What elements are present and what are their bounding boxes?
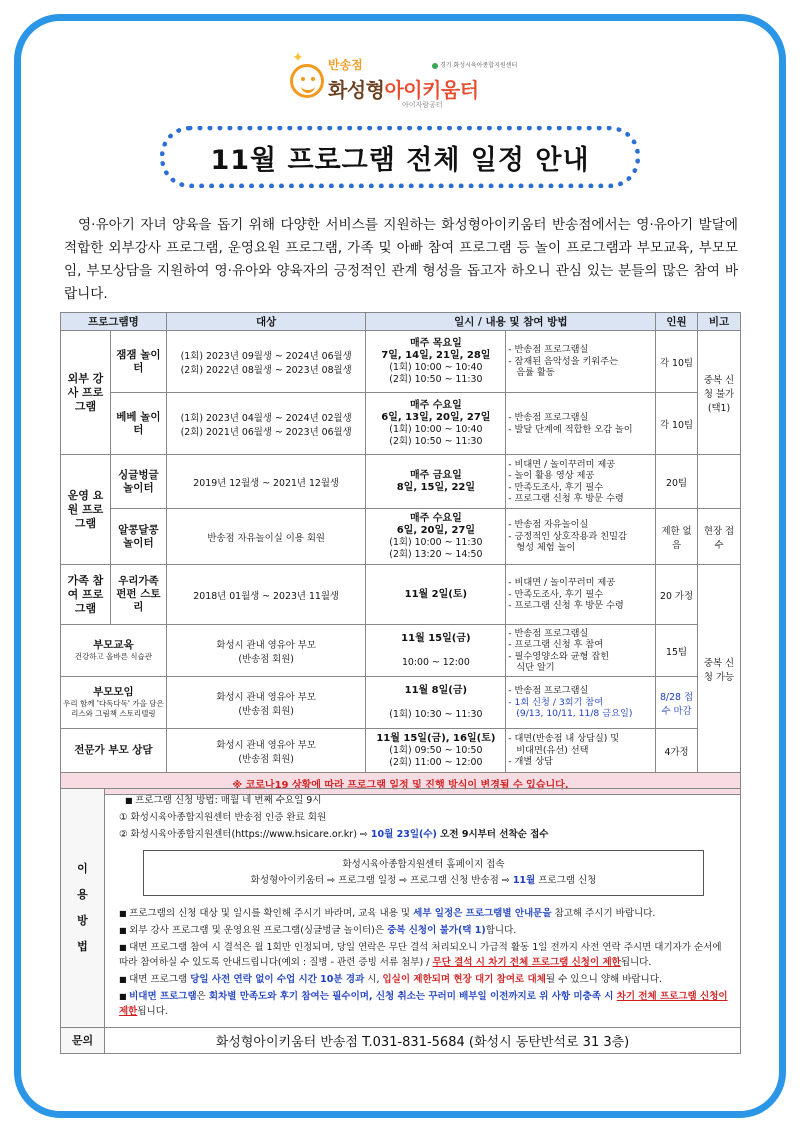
- note-parent: 중복 신청 가능: [698, 565, 741, 773]
- desc-cell: [506, 565, 656, 625]
- schedule-dates: 11월 15일(금), 16일(토): [376, 732, 496, 744]
- desc-line: 음률 활동: [516, 367, 555, 379]
- category-external: 외부 강사 프로 그램: [61, 331, 111, 455]
- desc-line: - 잠재된 음악성을 키워주는: [508, 355, 618, 367]
- table-row: [61, 565, 741, 625]
- schedule-cell: [366, 455, 506, 509]
- program-name: 베베 놀이터: [110, 393, 166, 455]
- path-text: 화성형아이키움터 ⇨ 프로그램 일정 ⇨ 프로그램 신청 반송점 ⇨: [250, 875, 513, 886]
- desc-line: - 반송점 자유놀이실: [508, 519, 589, 531]
- desc-cell: [506, 729, 656, 773]
- target-cell: [166, 331, 366, 393]
- table-row: [61, 729, 741, 773]
- count-cell: 각 10팀: [656, 331, 698, 393]
- usage-table: [60, 788, 741, 1054]
- program-subtitle: 우리 함께 '다독다독' 가을 담은 리스와 그림책 스토리텔링: [63, 699, 164, 718]
- usage-highlight: 세부 일정은 프로그램별 안내문을: [413, 908, 552, 919]
- usage-warning: 무단 결석 시 차기 전체 프로그램 신청이 제한: [432, 957, 621, 968]
- usage-bullet: [119, 972, 730, 987]
- desc-line: - 긍정적인 상호작용과 친밀감: [508, 530, 627, 542]
- program-name: 잼잼 놀이터: [110, 331, 166, 393]
- usage-text: 됩니다.: [620, 957, 652, 968]
- category-staff: 운영 요원 프로 그램: [61, 455, 111, 565]
- note-staff: [698, 455, 741, 509]
- program-name: 전문가 부모 상담: [61, 729, 167, 773]
- path-highlight: 11월: [512, 875, 536, 886]
- program-name: [61, 625, 167, 677]
- usage-line: ■ 프로그램 신청 방법: 매월 네 번째 수요일 9시: [119, 793, 730, 808]
- logo-name-1: 화성형: [328, 78, 385, 102]
- logo-branch: 반송점: [328, 58, 363, 72]
- usage-line: [119, 827, 730, 842]
- contact-row: [61, 1028, 741, 1054]
- usage-highlight: 회차별 만족도와 후기 참여는 필수이며, 신청 취소는 꾸러미 배부일 이전까지로 위 사항 미충족 시: [208, 991, 617, 1002]
- desc-line: 식단 알기: [516, 662, 555, 673]
- target-cell: [166, 677, 366, 729]
- desc-line: - 반송점 프로그램실: [508, 344, 589, 356]
- table-row: [61, 455, 741, 509]
- path-text: 프로그램 신청: [535, 875, 597, 886]
- schedule-dates: 7일, 14일, 21일, 28일: [381, 349, 491, 361]
- header-note: 비고: [698, 313, 741, 331]
- desc-line: 비대면(유선) 선택: [516, 744, 589, 756]
- usage-warning: 입실이 제한되며 현장 대기 참여로 대체: [382, 974, 546, 985]
- logo: [290, 50, 530, 116]
- desc-line: - 비대면 / 놀이꾸러미 제공: [508, 577, 616, 589]
- path-line: 화성시육아종합지원센터 홈페이지 접속: [342, 859, 505, 870]
- table-row: [61, 393, 741, 455]
- usage-bullet: [119, 923, 730, 938]
- schedule-time: (2회) 13:20 ~ 14:50: [389, 548, 483, 560]
- target-line: (1회) 2023년 09월생 ~ 2024년 06월생: [180, 350, 352, 362]
- desc-line: - 만족도조사, 후기 필수: [508, 588, 604, 600]
- desc-line: - 1회 신청 / 3회기 참여: [508, 696, 604, 708]
- program-subtitle: 건강하고 올바른 식습관: [74, 652, 153, 661]
- schedule-dates: 11월 2일(토): [404, 588, 468, 600]
- usage-text: 될 수 있으니 양해 바랍니다.: [545, 974, 662, 985]
- header-program: 프로그램명: [61, 313, 167, 331]
- page-title: 11월 프로그램 전체 일정 안내: [210, 144, 590, 176]
- intro-paragraph: 영·유아기 자녀 양육을 돕기 위해 다양한 서비스를 지원하는 화성형아이키움터 반송점에서는 영·유아기 발달에 적합한 외부강사 프로그램, 운영요원 프로그램, 가족 및 아빠 참여 프로그램 등 놀이 프로그램과 부모교육, 부모모임, 부모상담을 지원하여 영·유아와 양육자의 긍정적인 관계 형성을 돕고자 하오니 관심 있는 분들의 많은 참여 바랍니다.: [64, 217, 738, 302]
- header-target: 대상: [166, 313, 366, 331]
- target-cell: 반송점 자유놀이실 이용 회원: [166, 509, 366, 565]
- schedule-cell: [366, 565, 506, 625]
- usage-text: 합니다.: [485, 925, 517, 936]
- desc-line: 형성 체험 놀이: [516, 542, 576, 554]
- target-cell: [166, 729, 366, 773]
- desc-cell: [506, 509, 656, 565]
- desc-line: - 대면(반송점 내 상담실) 및: [508, 733, 620, 745]
- schedule-table: [60, 312, 741, 795]
- schedule-dates: 11월 15일(금): [401, 632, 471, 644]
- schedule-time: (1회) 10:00 ~ 10:40: [389, 423, 483, 435]
- usage-text: 은: [196, 991, 209, 1002]
- desc-cell: [506, 677, 656, 729]
- usage-text: 대면 프로그램 참여 시 결석은 월 1회만 인정되며, 당일 연락은 무단 결석 처리되오니 가급적 활동 1일 전까지 사전 연락 주시면 대기자가 순서에 따라 참여하실 수 있도록 안내드립니다(예외 : 질병 - 관련 증빙 서류 첨부) /: [119, 942, 722, 968]
- schedule-time: (2회) 10:50 ~ 11:30: [389, 373, 483, 385]
- target-line: 화성시 관내 영유아 부모: [216, 739, 316, 751]
- desc-line: (9/13, 10/11, 11/8 금요일): [516, 708, 633, 720]
- usage-text: 됩니다.: [137, 1006, 168, 1017]
- target-line: 화성시 관내 영유아 부모: [216, 639, 316, 651]
- usage-line: ① 화성시육아종합지원센터 반송점 인증 완료 회원: [119, 812, 327, 823]
- logo-name-2: 아이키움터: [384, 78, 479, 102]
- schedule-time: (1회) 09:50 ~ 10:50: [389, 744, 483, 756]
- count-cell: 20팀: [656, 455, 698, 509]
- center-logo-icon: [432, 63, 438, 69]
- usage-text: 프로그램의 신청 대상 및 일시를 확인해 주시기 바라며, 교육 내용 및: [129, 908, 414, 919]
- note-external: 중복 신청 불가 (택1): [698, 331, 741, 455]
- path-box: [143, 850, 704, 896]
- schedule-cell: [366, 625, 506, 677]
- desc-line: - 만족도조사, 후기 필수: [508, 481, 604, 493]
- target-cell: [166, 393, 366, 455]
- program-name: 싱글벙글 놀이터: [110, 455, 166, 509]
- desc-line: - 반송점 프로그램실: [508, 685, 589, 697]
- usage-text: 참고해 주시기 바랍니다.: [551, 908, 656, 919]
- desc-cell: [506, 393, 656, 455]
- desc-line: - 프로그램 신청 후 방문 수령: [508, 600, 624, 612]
- note-cell: 현장 접수: [698, 509, 741, 565]
- program-name: 알콩달콩 놀이터: [110, 509, 166, 565]
- schedule-dates: 11월 8일(금): [404, 684, 468, 696]
- program-name-main: 부모모임: [93, 686, 134, 698]
- program-name: [61, 677, 167, 729]
- desc-line: - 반송점 프로그램실: [508, 627, 589, 639]
- desc-line: - 발달 단계에 적합한 오감 놀이: [508, 423, 633, 435]
- target-line: (반송점 회원): [238, 753, 294, 765]
- schedule-dates: 6일, 13일, 20일, 27일: [381, 411, 491, 423]
- schedule-time: (1회) 10:00 ~ 10:40: [389, 361, 483, 373]
- table-header-row: [61, 313, 741, 331]
- usage-bullet: [119, 906, 730, 921]
- usage-row: [61, 789, 741, 1028]
- count-cell: 8/28 접수 마감: [656, 677, 698, 729]
- contact-label: 문의: [61, 1028, 105, 1054]
- schedule-day: 매주 수요일: [409, 512, 462, 524]
- target-line: (반송점 회원): [238, 705, 294, 717]
- contact-info: 화성형아이키움터 반송점 T.031-831-5684 (화성시 동탄반석로 31 3층): [105, 1028, 741, 1054]
- target-cell: 2018년 01월생 ~ 2023년 11월생: [166, 565, 366, 625]
- smile-icon: [290, 64, 324, 98]
- schedule-cell: [366, 677, 506, 729]
- schedule-dates: 8일, 15일, 22일: [396, 481, 476, 493]
- desc-line: - 반송점 프로그램실: [508, 412, 589, 423]
- logo-name: [328, 74, 479, 103]
- usage-highlight: 10월 23일(수): [370, 829, 437, 840]
- target-cell: 2019년 12월생 ~ 2021년 12월생: [166, 455, 366, 509]
- usage-highlight: 당일 사전 연락 없이 수업 시간 10분 경과: [190, 974, 365, 985]
- count-cell: 제한 없음: [656, 509, 698, 565]
- desc-line: - 프로그램 신청 후 참여: [508, 639, 604, 650]
- title-box: [160, 126, 640, 188]
- desc-line: - 놀이 활용 영상 제공: [508, 470, 595, 481]
- schedule-day: 매주 수요일: [409, 399, 462, 411]
- desc-line: - 비대면 / 놀이꾸러미 제공: [508, 458, 616, 470]
- schedule-dates: 6일, 20일, 27일: [396, 524, 476, 536]
- schedule-day: 매주 금요일: [409, 469, 462, 481]
- target-line: (1회) 2023년 04월생 ~ 2024년 02월생: [180, 412, 352, 424]
- star-icon: ✦: [292, 50, 304, 66]
- desc-cell: [506, 331, 656, 393]
- schedule-time: (2회) 10:50 ~ 11:30: [389, 435, 483, 447]
- desc-line: - 프로그램 신청 후 방문 수령: [508, 493, 624, 504]
- target-line: 화성시 관내 영유아 부모: [216, 691, 316, 703]
- program-name-main: 부모교육: [93, 639, 134, 651]
- schedule-time: (1회) 10:00 ~ 11:30: [389, 536, 483, 548]
- logo-sub: 아이자람공터: [402, 101, 443, 109]
- count-cell: 각 10팀: [656, 393, 698, 455]
- usage-bullet: [119, 940, 730, 970]
- table-row: [61, 509, 741, 565]
- usage-highlight: 중복 신청이 불가(택 1): [387, 925, 486, 936]
- center-logo: [432, 60, 517, 69]
- schedule-cell: [366, 729, 506, 773]
- usage-bullet: [119, 989, 730, 1019]
- schedule-cell: [366, 509, 506, 565]
- schedule-cell: [366, 393, 506, 455]
- usage-text: 오전 9시부터 선착순 접수: [436, 829, 549, 840]
- header-count: 인원: [656, 313, 698, 331]
- schedule-cell: [366, 331, 506, 393]
- category-family: 가족 참여 프로 그램: [61, 565, 111, 625]
- schedule-time: 10:00 ~ 12:00: [401, 656, 470, 668]
- usage-text: 외부 강사 프로그램 및 운영요원 프로그램(싱글벙글 놀이터)은: [129, 925, 388, 936]
- table-row: [61, 677, 741, 729]
- table-row: [61, 625, 741, 677]
- usage-text: ② 화성시육아종합지원센터(https://www.hsicare.or.kr) ⇨: [119, 829, 371, 840]
- usage-side-label: 이 용 방 법: [61, 789, 105, 1028]
- header-schedule: 일시 / 내용 및 참여 방법: [366, 313, 656, 331]
- target-line: (2회) 2022년 08월생 ~ 2023년 08월생: [180, 364, 352, 376]
- desc-cell: [506, 455, 656, 509]
- target-line: (반송점 회원): [238, 653, 294, 665]
- schedule-time: (1회) 10:30 ~ 11:30: [389, 708, 483, 720]
- notice-text: ※ 코로나19 상황에 따라 프로그램 일정 및 진행 방식이 변경될 수 있습니다.: [61, 773, 741, 795]
- count-cell: 15팀: [656, 625, 698, 677]
- usage-highlight: 비대면 프로그램: [129, 991, 197, 1002]
- count-cell: 4가정: [656, 729, 698, 773]
- count-cell: 20 가정: [656, 565, 698, 625]
- desc-cell: [506, 625, 656, 677]
- table-row: [61, 331, 741, 393]
- schedule-time: (2회) 11:00 ~ 12:00: [389, 756, 483, 768]
- schedule-day: 매주 목요일: [409, 337, 462, 349]
- desc-line: - 필수영양소와 균형 잡힌: [508, 650, 610, 662]
- target-line: (2회) 2021년 06월생 ~ 2023년 06월생: [180, 426, 352, 438]
- center-logo-text: 경기 화성시육아종합지원센터: [440, 62, 518, 69]
- path-line: [148, 873, 699, 889]
- usage-text: 대면 프로그램: [129, 974, 191, 985]
- usage-text: 시,: [364, 974, 383, 985]
- desc-line: - 개별 상담: [508, 756, 553, 768]
- usage-warning: 차기 전체 프로그램 신청이 제한: [119, 991, 728, 1017]
- program-name: 우리가족 펀펀 스토리: [110, 565, 166, 625]
- usage-body: [105, 789, 741, 1028]
- target-cell: [166, 625, 366, 677]
